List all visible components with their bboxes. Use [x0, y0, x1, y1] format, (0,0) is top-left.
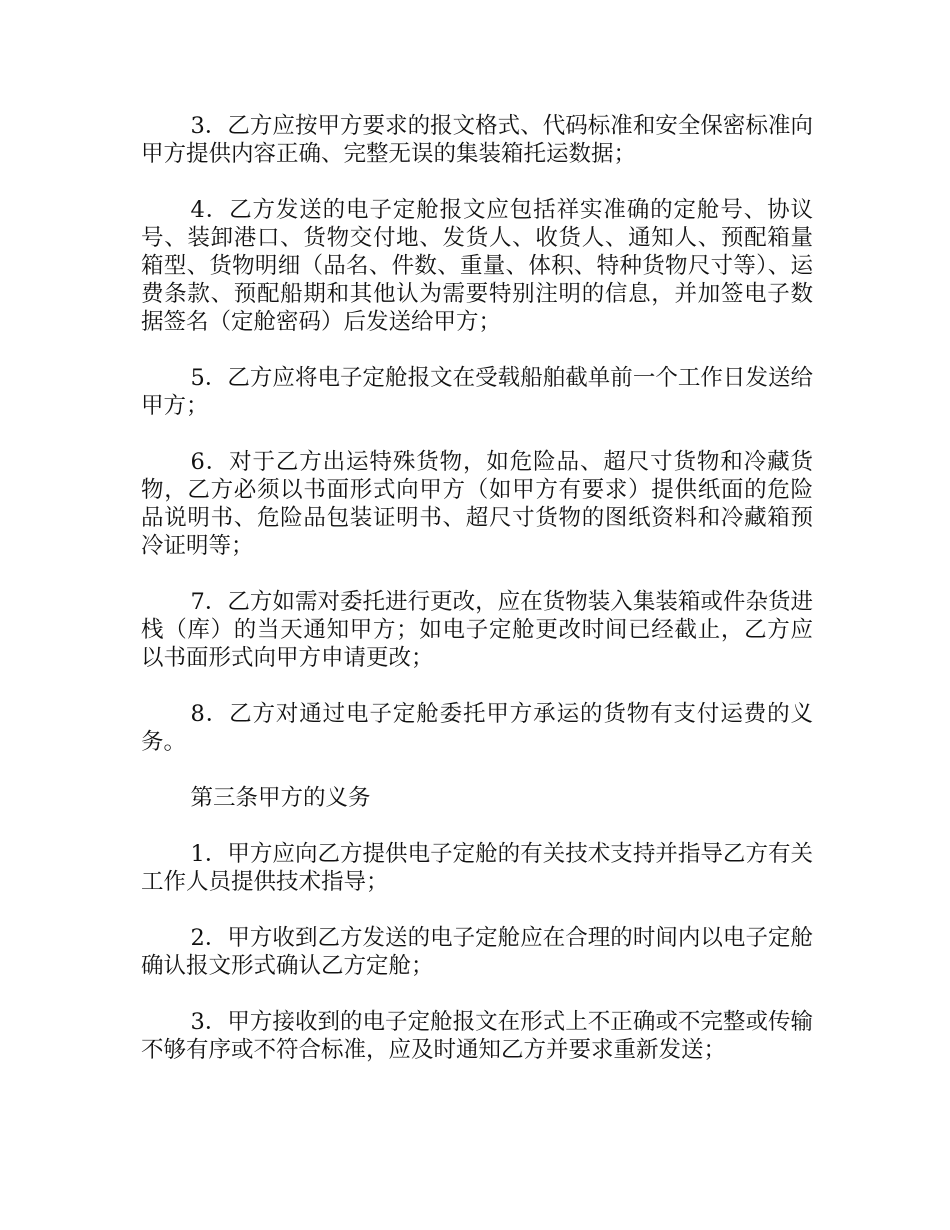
clause-paragraph: 3．甲方接收到的电子定舱报文在形式上不正确或不完整或传输不够有序或不符合标准，应及时通知乙方并要求重新发送； — [141, 1009, 813, 1063]
clause-paragraph: 2．甲方收到乙方发送的电子定舱应在合理的时间内以电子定舱确认报文形式确认乙方定舱； — [141, 925, 813, 979]
clause-paragraph: 1．甲方应向乙方提供电子定舱的有关技术支持并指导乙方有关工作人员提供技术指导； — [141, 841, 813, 895]
clause-paragraph: 6．对于乙方出运特殊货物，如危险品、超尺寸货物和冷藏货物，乙方必须以书面形式向甲方（如甲方有要求）提供纸面的危险品说明书、危险品包装证明书、超尺寸货物的图纸资料和冷藏箱预冷证明等； — [141, 449, 813, 559]
clause-paragraph: 7．乙方如需对委托进行更改，应在货物装入集装箱或件杂货进栈（库）的当天通知甲方；如电子定舱更改时间已经截止，乙方应以书面形式向甲方申请更改； — [141, 589, 813, 671]
section-heading: 第三条甲方的义务 — [190, 785, 371, 811]
document-body — [141, 112, 813, 1064]
clause-paragraph: 8．乙方对通过电子定舱委托甲方承运的货物有支付运费的义务。 — [141, 701, 813, 755]
clause-paragraph: 4．乙方发送的电子定舱报文应包括祥实准确的定舱号、协议号、装卸港口、货物交付地、发货人、收货人、通知人、预配箱量箱型、货物明细（品名、件数、重量、体积、特种货物尺寸等）、运费条款、预配船期和其他认为需要特别注明的信息，并加签电子数据签名（定舱密码）后发送给甲方； — [141, 197, 813, 335]
clause-paragraph: 3．乙方应按甲方要求的报文格式、代码标准和安全保密标准向甲方提供内容正确、完整无误的集装箱托运数据； — [141, 113, 813, 167]
clause-paragraph: 5．乙方应将电子定舱报文在受载船舶截单前一个工作日发送给甲方； — [141, 365, 813, 419]
